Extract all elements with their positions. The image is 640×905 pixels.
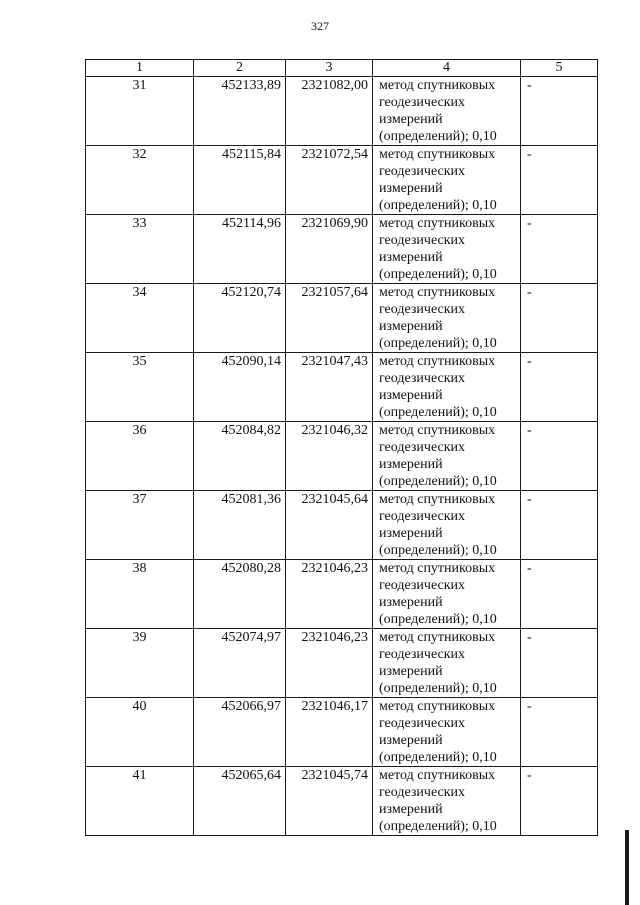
- method-text-line: геодезических: [379, 509, 466, 524]
- table-row: [86, 560, 598, 629]
- method-text-line: геодезических: [379, 233, 466, 248]
- method-text-line: метод спутниковых: [379, 492, 496, 507]
- x-coordinate-cell: 452084,82: [194, 422, 286, 491]
- method-text-line: (определений); 0,10: [379, 198, 497, 213]
- method-text-line: геодезических: [379, 164, 466, 179]
- table-row: [86, 215, 598, 284]
- method-text-line: (определений); 0,10: [379, 336, 497, 351]
- method-text-line: измерений: [379, 733, 443, 748]
- method-text-line: измерений: [379, 181, 443, 196]
- method-cell: [373, 698, 521, 767]
- point-number-cell: 33: [86, 215, 194, 284]
- method-text-line: геодезических: [379, 716, 466, 731]
- note-cell: -: [521, 422, 598, 491]
- x-coordinate-cell: 452115,84: [194, 146, 286, 215]
- method-cell: [373, 215, 521, 284]
- point-number-cell: 35: [86, 353, 194, 422]
- table-row: [86, 353, 598, 422]
- method-text-line: (определений); 0,10: [379, 129, 497, 144]
- method-text-line: метод спутниковых: [379, 216, 496, 231]
- table-row: [86, 629, 598, 698]
- method-text-line: (определений); 0,10: [379, 819, 497, 834]
- method-text-line: геодезических: [379, 578, 466, 593]
- table-header-row: [86, 60, 598, 77]
- y-coordinate-cell: 2321046,32: [286, 422, 373, 491]
- page-number: 327: [311, 19, 329, 33]
- note-cell: -: [521, 560, 598, 629]
- method-cell: [373, 491, 521, 560]
- method-cell: [373, 284, 521, 353]
- method-text-line: измерений: [379, 664, 443, 679]
- column-header-4: 4: [373, 60, 521, 77]
- method-text-line: метод спутниковых: [379, 354, 496, 369]
- note-cell: -: [521, 629, 598, 698]
- point-number-cell: 31: [86, 77, 194, 146]
- note-cell: -: [521, 215, 598, 284]
- method-cell: [373, 422, 521, 491]
- x-coordinate-cell: 452081,36: [194, 491, 286, 560]
- column-header-2: 2: [194, 60, 286, 77]
- method-text-line: метод спутниковых: [379, 423, 496, 438]
- scan-edge-mark: [625, 830, 629, 905]
- y-coordinate-cell: 2321045,64: [286, 491, 373, 560]
- point-number-cell: 36: [86, 422, 194, 491]
- point-number-cell: 32: [86, 146, 194, 215]
- method-text-line: измерений: [379, 595, 443, 610]
- note-cell: -: [521, 146, 598, 215]
- method-cell: [373, 629, 521, 698]
- method-cell: [373, 767, 521, 836]
- column-header-1: 1: [86, 60, 194, 77]
- y-coordinate-cell: 2321047,43: [286, 353, 373, 422]
- point-number-cell: 39: [86, 629, 194, 698]
- method-cell: [373, 560, 521, 629]
- point-number-cell: 40: [86, 698, 194, 767]
- method-text-line: геодезических: [379, 785, 466, 800]
- x-coordinate-cell: 452080,28: [194, 560, 286, 629]
- method-text-line: метод спутниковых: [379, 78, 496, 93]
- method-text-line: метод спутниковых: [379, 630, 496, 645]
- note-cell: -: [521, 698, 598, 767]
- table-row: [86, 491, 598, 560]
- note-cell: -: [521, 77, 598, 146]
- method-text-line: измерений: [379, 112, 443, 127]
- method-text-line: измерений: [379, 802, 443, 817]
- x-coordinate-cell: 452120,74: [194, 284, 286, 353]
- note-cell: -: [521, 767, 598, 836]
- table-row: [86, 698, 598, 767]
- x-coordinate-cell: 452133,89: [194, 77, 286, 146]
- y-coordinate-cell: 2321072,54: [286, 146, 373, 215]
- note-cell: -: [521, 284, 598, 353]
- method-text-line: (определений); 0,10: [379, 474, 497, 489]
- table-row: [86, 422, 598, 491]
- table-row: [86, 77, 598, 146]
- method-text-line: метод спутниковых: [379, 561, 496, 576]
- column-header-3: 3: [286, 60, 373, 77]
- table-row: [86, 146, 598, 215]
- method-cell: [373, 146, 521, 215]
- x-coordinate-cell: 452074,97: [194, 629, 286, 698]
- y-coordinate-cell: 2321046,23: [286, 560, 373, 629]
- y-coordinate-cell: 2321069,90: [286, 215, 373, 284]
- method-text-line: (определений); 0,10: [379, 405, 497, 420]
- table-row: [86, 767, 598, 836]
- method-text-line: геодезических: [379, 647, 466, 662]
- point-number-cell: 37: [86, 491, 194, 560]
- method-text-line: геодезических: [379, 440, 466, 455]
- y-coordinate-cell: 2321046,17: [286, 698, 373, 767]
- method-text-line: измерений: [379, 319, 443, 334]
- x-coordinate-cell: 452065,64: [194, 767, 286, 836]
- method-text-line: измерений: [379, 457, 443, 472]
- method-text-line: метод спутниковых: [379, 768, 496, 783]
- table-row: [86, 284, 598, 353]
- method-text-line: метод спутниковых: [379, 285, 496, 300]
- method-text-line: геодезических: [379, 302, 466, 317]
- method-cell: [373, 353, 521, 422]
- method-text-line: (определений); 0,10: [379, 750, 497, 765]
- point-number-cell: 38: [86, 560, 194, 629]
- column-header-5: 5: [521, 60, 598, 77]
- method-cell: [373, 77, 521, 146]
- method-text-line: (определений); 0,10: [379, 681, 497, 696]
- method-text-line: метод спутниковых: [379, 147, 496, 162]
- method-text-line: метод спутниковых: [379, 699, 496, 714]
- point-number-cell: 34: [86, 284, 194, 353]
- y-coordinate-cell: 2321082,00: [286, 77, 373, 146]
- method-text-line: геодезических: [379, 371, 466, 386]
- x-coordinate-cell: 452114,96: [194, 215, 286, 284]
- method-text-line: (определений); 0,10: [379, 267, 497, 282]
- y-coordinate-cell: 2321057,64: [286, 284, 373, 353]
- point-number-cell: 41: [86, 767, 194, 836]
- x-coordinate-cell: 452090,14: [194, 353, 286, 422]
- method-text-line: (определений); 0,10: [379, 543, 497, 558]
- note-cell: -: [521, 491, 598, 560]
- method-text-line: измерений: [379, 526, 443, 541]
- method-text-line: геодезических: [379, 95, 466, 110]
- method-text-line: (определений); 0,10: [379, 612, 497, 627]
- method-text-line: измерений: [379, 388, 443, 403]
- note-cell: -: [521, 353, 598, 422]
- method-text-line: измерений: [379, 250, 443, 265]
- x-coordinate-cell: 452066,97: [194, 698, 286, 767]
- table-body: [86, 77, 598, 836]
- y-coordinate-cell: 2321046,23: [286, 629, 373, 698]
- coordinates-table: [85, 59, 598, 836]
- y-coordinate-cell: 2321045,74: [286, 767, 373, 836]
